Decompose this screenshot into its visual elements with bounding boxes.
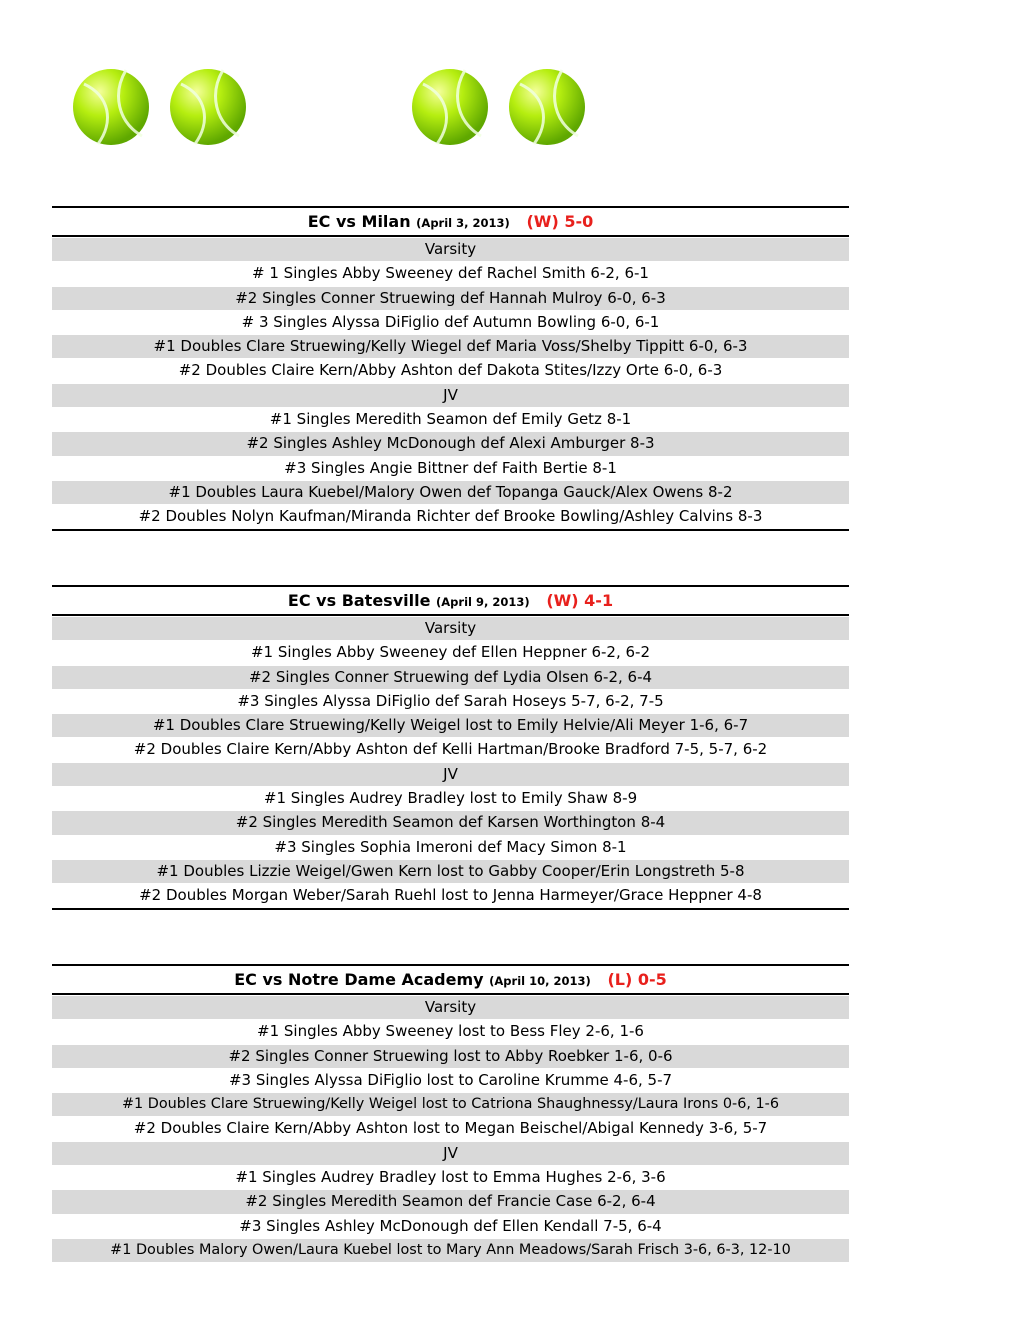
result-row: #2 Doubles Claire Kern/Abby Ashton def Kelli Hartman/Brooke Bradford 7-5, 5-7, 6-2 (133, 740, 768, 759)
section-header-varsity: Varsity (52, 616, 849, 641)
divider (52, 529, 849, 531)
result-row: #2 Doubles Nolyn Kaufman/Miranda Richter def Brooke Bowling/Ashley Calvins 8-3 (138, 507, 763, 526)
match-date: (April 10, 2013) (489, 974, 591, 988)
match-block-milan (52, 206, 849, 531)
match-title-row (52, 585, 849, 616)
result-row: #1 Doubles Laura Kuebel/Malory Owen def Topanga Gauck/Alex Owens 8-2 (52, 480, 849, 505)
divider (52, 908, 849, 910)
result-row: #2 Singles Meredith Seamon def Francie Case 6-2, 6-4 (52, 1189, 849, 1214)
section-header-jv: JV (52, 383, 849, 408)
match-title: EC vs Batesville (287, 591, 431, 610)
match-result: (W) 5-0 (526, 212, 594, 231)
result-row: #1 Singles Abby Sweeney lost to Bess Fley 2-6, 1-6 (257, 1022, 644, 1041)
result-row: #3 Singles Sophia Imeroni def Macy Simon 8-1 (274, 837, 627, 856)
result-row: #1 Singles Meredith Seamon def Emily Getz 8-1 (269, 410, 632, 429)
match-rows (52, 237, 849, 529)
result-row: #1 Doubles Malory Owen/Laura Kuebel lost to Mary Ann Meadows/Sarah Frisch 3-6, 6-3, 12-10 (52, 1238, 849, 1263)
result-row: #1 Singles Audrey Bradley lost to Emily Shaw 8-9 (263, 789, 638, 808)
match-date: (April 3, 2013) (416, 216, 510, 230)
result-row: #3 Singles Alyssa DiFiglio def Sarah Hoseys 5-7, 6-2, 7-5 (237, 691, 664, 710)
result-row: # 1 Singles Abby Sweeney def Rachel Smith 6-2, 6-1 (252, 264, 649, 283)
result-row: #1 Doubles Clare Struewing/Kelly Weigel lost to Emily Helvie/Ali Meyer 1-6, 6-7 (52, 713, 849, 738)
result-row: # 3 Singles Alyssa DiFiglio def Autumn Bowling 6-0, 6-1 (241, 312, 660, 331)
result-row: #2 Singles Conner Struewing def Lydia Olsen 6-2, 6-4 (52, 665, 849, 690)
match-title: EC vs Milan (307, 212, 411, 231)
result-row: #2 Singles Meredith Seamon def Karsen Worthington 8-4 (52, 810, 849, 835)
result-row: #3 Singles Angie Bittner def Faith Bertie 8-1 (284, 458, 617, 477)
result-row: #1 Doubles Clare Struewing/Kelly Wiegel def Maria Voss/Shelby Tippitt 6-0, 6-3 (52, 334, 849, 359)
section-header-jv: JV (52, 1141, 849, 1166)
result-row: #2 Doubles Claire Kern/Abby Ashton def Dakota Stites/Izzy Orte 6-0, 6-3 (178, 361, 723, 380)
result-row: #3 Singles Ashley McDonough def Ellen Kendall 7-5, 6-4 (239, 1216, 662, 1235)
match-result: (W) 4-1 (546, 591, 614, 610)
match-title: EC vs Notre Dame Academy (234, 970, 484, 989)
result-row: #1 Doubles Lizzie Weigel/Gwen Kern lost to Gabby Cooper/Erin Longstreth 5-8 (52, 859, 849, 884)
match-rows (52, 995, 849, 1263)
tennis-ball-icon (167, 66, 249, 148)
match-title-row (52, 964, 849, 995)
match-rows (52, 616, 849, 908)
result-row: #2 Doubles Claire Kern/Abby Ashton lost to Megan Beischel/Abigal Kennedy 3-6, 5-7 (133, 1119, 768, 1138)
tennis-ball-header (0, 66, 1020, 156)
section-header-varsity: Varsity (52, 237, 849, 262)
result-row: #3 Singles Alyssa DiFiglio lost to Caroline Krumme 4-6, 5-7 (228, 1070, 673, 1089)
result-row: #1 Singles Audrey Bradley lost to Emma Hughes 2-6, 3-6 (235, 1168, 666, 1187)
tennis-ball-icon (409, 66, 491, 148)
section-header-jv: JV (52, 762, 849, 787)
result-row: #2 Singles Conner Struewing lost to Abby Roebker 1-6, 0-6 (52, 1044, 849, 1069)
section-header-varsity: Varsity (52, 995, 849, 1020)
result-row: #1 Singles Abby Sweeney def Ellen Heppner 6-2, 6-2 (250, 643, 651, 662)
match-block-notre-dame (52, 964, 849, 1263)
tennis-ball-icon (70, 66, 152, 148)
result-row: #2 Singles Ashley McDonough def Alexi Amburger 8-3 (52, 431, 849, 456)
match-date: (April 9, 2013) (436, 595, 530, 609)
match-title-row (52, 206, 849, 237)
result-row: #1 Doubles Clare Struewing/Kelly Weigel lost to Catriona Shaughnessy/Laura Irons 0-6, 1-6 (52, 1092, 849, 1117)
tennis-ball-icon (506, 66, 588, 148)
result-row: #2 Singles Conner Struewing def Hannah Mulroy 6-0, 6-3 (52, 286, 849, 311)
result-row: #2 Doubles Morgan Weber/Sarah Ruehl lost to Jenna Harmeyer/Grace Heppner 4-8 (139, 886, 762, 905)
match-block-batesville (52, 585, 849, 910)
match-result: (L) 0-5 (607, 970, 667, 989)
